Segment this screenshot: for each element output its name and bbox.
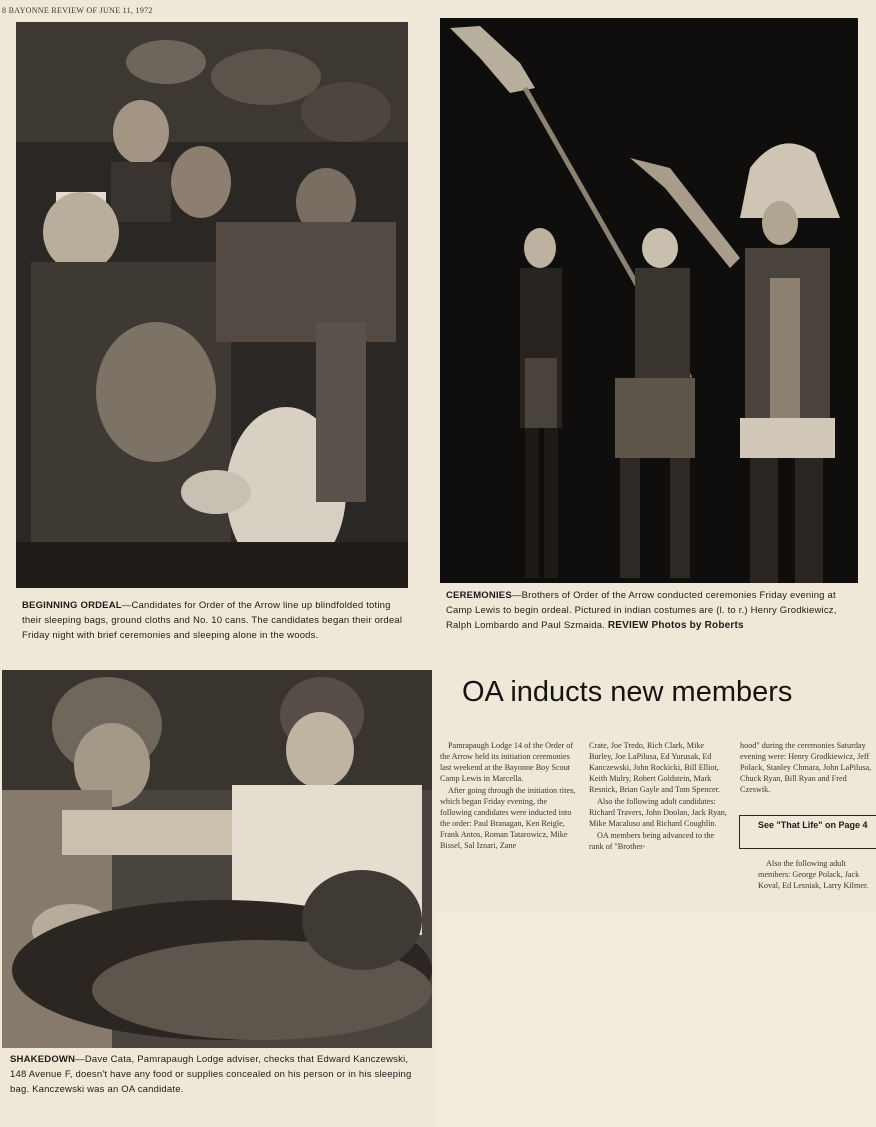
article-column-3-continued: [758, 858, 876, 891]
see-also-box: See "That Life" on Page 4: [739, 815, 876, 849]
caption-ordeal-lead: BEGINNING ORDEAL: [22, 600, 122, 611]
caption-shakedown-text: —Dave Cata, Pamrapaugh Lodge adviser, checks that Edward Kanczewski, 148 Avenue F, doesn't have any food or supplies concealed on his person or in his sleeping bag. Kanczewski was an OA candidate.: [10, 1054, 412, 1095]
col1-paragraph: After going through the initiation rites, which began Friday evening, the following candidates were inducted into the order: Paul Branagan, Ken Reigle, Frank Antos, Roman Tatarowicz, Mike Bissel, Sal Iznari, Zane: [440, 786, 576, 850]
photo-credit: REVIEW Photos by Roberts: [607, 620, 744, 631]
col2-paragraph: Crate, Joe Tredo, Rich Clark, Mike Burley, Joe LaPilusa, Ed Yurusak, Ed Kanczewski, John Rockicki, Bill Elliot, Keith Mulry, Robert Goldstein, Mark Resnick, Brian Gayle and Tom Spencer.: [589, 741, 720, 794]
photo-shakedown-image: [2, 670, 432, 1048]
col3-paragraph: hood" during the ceremonies Saturday evening were: Henry Grodkiewicz, Jeff Polack, Stanley Chmara, John LaPilusa, Chuck Ryan, Bill Ryan and Fred Czeswik.: [740, 741, 872, 794]
caption-ordeal: [22, 598, 412, 643]
col2-paragraph: Also the following adult candidates: Richard Travers, John Doolan, Jack Ryan, Mike Macaluso and Richard Coughlin.: [589, 797, 727, 828]
photo-ceremonies-image: [440, 18, 858, 583]
caption-ordeal-text: —Candidates for Order of the Arrow line up blindfolded toting their sleeping bags, ground cloths and No. 10 cans. The candidates began their ordeal Friday night with brief ceremonies and sleeping alone in the woods.: [22, 600, 403, 641]
col2-paragraph: OA members being advanced to the rank of "Brother-: [589, 831, 715, 851]
article-column-3: [740, 740, 876, 796]
caption-ceremonies: [446, 588, 860, 633]
caption-shakedown: [10, 1052, 422, 1097]
col3b-paragraph: Also the following adult members: George Polack, Jack Koval, Ed Lesniak, Larry Kilmer.: [758, 859, 869, 890]
article-column-2: [589, 740, 729, 853]
blank-paper-area: [436, 912, 876, 1127]
caption-shakedown-lead: SHAKEDOWN: [10, 1054, 76, 1065]
photo-ordeal-image: [16, 22, 408, 588]
photo-ceremonies: [440, 18, 858, 583]
col1-paragraph: Pamrapaugh Lodge 14 of the Order of the Arrow held its initiation ceremonies last weekend at the Bayonne Boy Scout Camp Lewis in Marcella.: [440, 741, 574, 783]
photo-beginning-ordeal: [16, 22, 408, 588]
caption-ceremonies-lead: CEREMONIES: [446, 590, 512, 601]
masthead: 8 BAYONNE REVIEW OF JUNE 11, 1972: [2, 6, 153, 15]
caption-ceremonies-text: —Brothers of Order of the Arrow conducted ceremonies Friday evening at Camp Lewis to begin ordeal. Pictured in indian costumes are (l. to r.) Henry Grodkiewicz, Ralph Lombardo and Paul Szmaida.: [446, 590, 837, 631]
article-headline: OA inducts new members: [462, 676, 793, 708]
article-column-1: [440, 740, 580, 852]
photo-shakedown: [2, 670, 432, 1048]
